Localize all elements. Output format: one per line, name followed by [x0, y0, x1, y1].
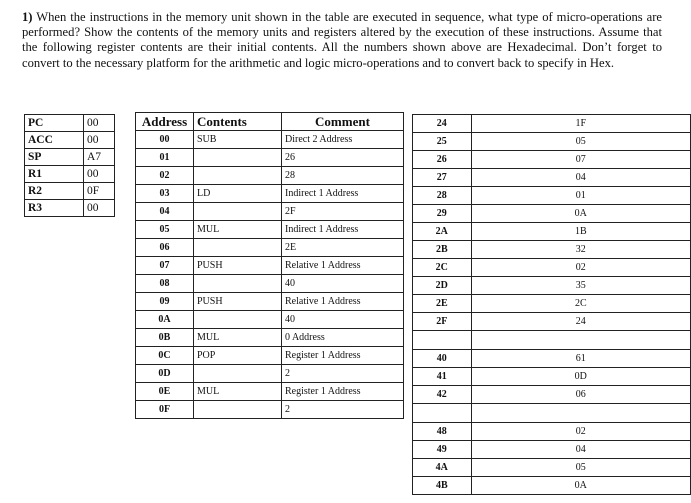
instruction-comment: 40: [282, 311, 404, 329]
instruction-row: [136, 347, 404, 365]
memory-gap-row: [413, 331, 691, 350]
instruction-comment: 2E: [282, 239, 404, 257]
memory-address: 42: [413, 386, 472, 404]
memory-value: 24: [471, 313, 690, 331]
instruction-comment: 2F: [282, 203, 404, 221]
instruction-comment: Relative 1 Address: [282, 257, 404, 275]
instruction-table: [135, 112, 404, 419]
instruction-address: 0A: [136, 311, 194, 329]
memory-value: 06: [471, 386, 690, 404]
memory-address: 26: [413, 151, 472, 169]
memory-value: 32: [471, 241, 690, 259]
register-row: [25, 183, 115, 200]
question-text: [22, 10, 662, 71]
register-name: ACC: [25, 132, 84, 149]
instruction-comment: Indirect 1 Address: [282, 185, 404, 203]
instruction-contents: [194, 275, 282, 293]
instruction-row: [136, 221, 404, 239]
memory-value: 05: [471, 133, 690, 151]
memory-row: [413, 187, 691, 205]
memory-address: 28: [413, 187, 472, 205]
instruction-row: [136, 311, 404, 329]
instruction-row: [136, 257, 404, 275]
memory-address: 29: [413, 205, 472, 223]
instruction-row: [136, 293, 404, 311]
memory-row: [413, 133, 691, 151]
register-name: R3: [25, 200, 84, 217]
memory-row: [413, 459, 691, 477]
memory-value: 05: [471, 459, 690, 477]
instruction-row: [136, 329, 404, 347]
instruction-comment: 2: [282, 365, 404, 383]
instruction-contents: [194, 365, 282, 383]
register-value: 0F: [84, 183, 115, 200]
register-value: 00: [84, 166, 115, 183]
question-body: When the instructions in the memory unit shown in the table are executed in sequence, what type of micro-operations are performed? Show the contents of the memory units and registers altered by the execution of these instructions. Assume that the following register contents are their initial contents. All the numbers shown above are Hexadecimal. Don’t forget to convert to the necessary platform for the arithmetic and logic micro-operations and to convert back to specify in Hex.: [22, 10, 663, 70]
instruction-address: 00: [136, 131, 194, 149]
memory-address: 40: [413, 350, 472, 368]
memory-row: [413, 477, 691, 495]
instruction-comment: Register 1 Address: [282, 347, 404, 365]
memory-value: 0D: [471, 368, 690, 386]
memory-address: 25: [413, 133, 472, 151]
instruction-row: [136, 275, 404, 293]
register-name: SP: [25, 149, 84, 166]
instruction-address: 0F: [136, 401, 194, 419]
instruction-row: [136, 239, 404, 257]
register-name: R1: [25, 166, 84, 183]
memory-value: 0A: [471, 477, 690, 495]
memory-value: 01: [471, 187, 690, 205]
instruction-address: 0B: [136, 329, 194, 347]
memory-value: 04: [471, 441, 690, 459]
register-value: A7: [84, 149, 115, 166]
instruction-address: 08: [136, 275, 194, 293]
instruction-address: 0E: [136, 383, 194, 401]
memory-row: [413, 241, 691, 259]
contents-header: Contents: [194, 113, 282, 131]
memory-value: 0A: [471, 205, 690, 223]
empty-cell: [413, 404, 472, 423]
instruction-address: 0C: [136, 347, 194, 365]
memory-value: 1B: [471, 223, 690, 241]
memory-table: [412, 114, 691, 495]
memory-address: 2E: [413, 295, 472, 313]
memory-row: [413, 295, 691, 313]
instruction-row: [136, 203, 404, 221]
memory-address: 27: [413, 169, 472, 187]
memory-row: [413, 151, 691, 169]
instruction-comment: Indirect 1 Address: [282, 221, 404, 239]
instruction-contents: MUL: [194, 221, 282, 239]
memory-value: 1F: [471, 115, 690, 133]
instruction-row: [136, 365, 404, 383]
instruction-contents: [194, 311, 282, 329]
instruction-contents: POP: [194, 347, 282, 365]
instruction-address: 0D: [136, 365, 194, 383]
instruction-address: 09: [136, 293, 194, 311]
instruction-contents: MUL: [194, 383, 282, 401]
memory-value: 07: [471, 151, 690, 169]
empty-cell: [413, 331, 472, 350]
register-value: 00: [84, 132, 115, 149]
empty-cell: [471, 404, 690, 423]
instruction-address: 04: [136, 203, 194, 221]
memory-address: 2A: [413, 223, 472, 241]
instruction-row: [136, 167, 404, 185]
memory-row: [413, 205, 691, 223]
instruction-contents: [194, 239, 282, 257]
memory-row: [413, 423, 691, 441]
instruction-comment: 40: [282, 275, 404, 293]
register-value: 00: [84, 200, 115, 217]
instruction-row: [136, 149, 404, 167]
instruction-contents: MUL: [194, 329, 282, 347]
memory-value: 04: [471, 169, 690, 187]
memory-address: 48: [413, 423, 472, 441]
comment-header: Comment: [282, 113, 404, 131]
instruction-header-row: [136, 113, 404, 131]
memory-row: [413, 368, 691, 386]
empty-cell: [471, 331, 690, 350]
instruction-address: 03: [136, 185, 194, 203]
memory-row: [413, 441, 691, 459]
register-row: [25, 149, 115, 166]
instruction-address: 06: [136, 239, 194, 257]
memory-value: 2C: [471, 295, 690, 313]
memory-value: 02: [471, 423, 690, 441]
memory-address: 4B: [413, 477, 472, 495]
memory-row: [413, 259, 691, 277]
memory-address: 2C: [413, 259, 472, 277]
memory-row: [413, 277, 691, 295]
instruction-comment: 28: [282, 167, 404, 185]
instruction-contents: [194, 401, 282, 419]
instruction-comment: Register 1 Address: [282, 383, 404, 401]
register-table: [24, 114, 115, 217]
memory-row: [413, 386, 691, 404]
memory-value: 02: [471, 259, 690, 277]
instruction-row: [136, 401, 404, 419]
address-header: Address: [136, 113, 194, 131]
memory-address: 4A: [413, 459, 472, 477]
memory-row: [413, 350, 691, 368]
memory-address: 24: [413, 115, 472, 133]
register-name: R2: [25, 183, 84, 200]
memory-row: [413, 313, 691, 331]
instruction-address: 05: [136, 221, 194, 239]
instruction-comment: 26: [282, 149, 404, 167]
register-value: 00: [84, 115, 115, 132]
instruction-comment: Relative 1 Address: [282, 293, 404, 311]
memory-row: [413, 223, 691, 241]
instruction-address: 07: [136, 257, 194, 275]
instruction-contents: LD: [194, 185, 282, 203]
register-row: [25, 115, 115, 132]
memory-address: 2F: [413, 313, 472, 331]
instruction-comment: 0 Address: [282, 329, 404, 347]
instruction-contents: PUSH: [194, 257, 282, 275]
question-number: 1): [22, 10, 33, 24]
instruction-contents: SUB: [194, 131, 282, 149]
memory-address: 41: [413, 368, 472, 386]
memory-address: 49: [413, 441, 472, 459]
instruction-address: 02: [136, 167, 194, 185]
instruction-comment: Direct 2 Address: [282, 131, 404, 149]
memory-value: 61: [471, 350, 690, 368]
instruction-row: [136, 131, 404, 149]
instruction-comment: 2: [282, 401, 404, 419]
memory-row: [413, 169, 691, 187]
register-row: [25, 166, 115, 183]
memory-row: [413, 115, 691, 133]
memory-gap-row: [413, 404, 691, 423]
instruction-contents: [194, 167, 282, 185]
instruction-address: 01: [136, 149, 194, 167]
memory-address: 2D: [413, 277, 472, 295]
instruction-contents: [194, 149, 282, 167]
instruction-row: [136, 383, 404, 401]
register-row: [25, 132, 115, 149]
register-row: [25, 200, 115, 217]
instruction-contents: [194, 203, 282, 221]
memory-value: 35: [471, 277, 690, 295]
register-name: PC: [25, 115, 84, 132]
instruction-row: [136, 185, 404, 203]
memory-address: 2B: [413, 241, 472, 259]
instruction-contents: PUSH: [194, 293, 282, 311]
